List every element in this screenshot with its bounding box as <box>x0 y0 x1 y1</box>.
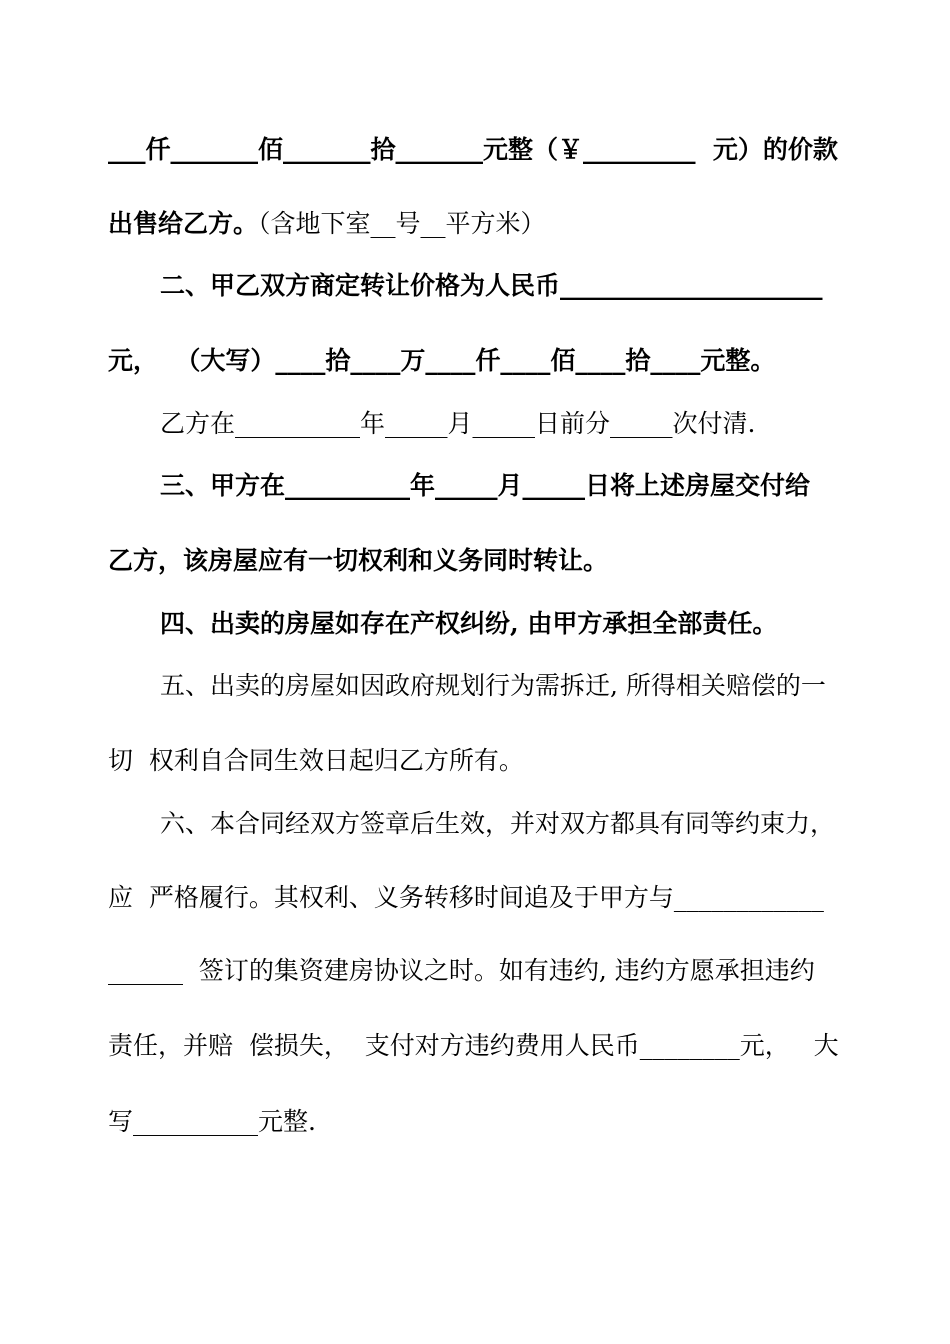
clause-six-line-4: 责任，并赔 偿损失， 支付对方违约费用人民币________元， 大 <box>108 1031 839 1060</box>
clause-six-heading: 六、本合同经双方签章后生效，并对双方都具有同等约束力， <box>160 809 836 838</box>
clause-five-heading: 五、出卖的房屋如因政府规划行为需拆迁, 所得相关赔偿的一 <box>160 671 826 700</box>
clause-six-line-5: 写__________元整. <box>108 1107 316 1136</box>
clause-two-amount-words: 元， （大写）____拾____万____仟____佰____拾____元整。 <box>108 346 776 375</box>
clause-four: 四、出卖的房屋如存在产权纠纷, 由甲方承担全部责任。 <box>160 609 778 638</box>
clause-six-line-2: 应 严格履行。其权利、义务转移时间追及于甲方与____________ <box>108 883 824 912</box>
clause-one-price-line: ___仟_______佰_______拾_______元整（￥_________ 元）的价款 <box>108 135 838 164</box>
clause-three-heading: 三、甲方在__________年_____月_____日将上述房屋交付给 <box>160 471 811 500</box>
sold-to-party-b-text: 出售给乙方。 <box>108 209 259 238</box>
clause-six-line-3: ______ 签订的集资建房协议之时。如有违约, 违约方愿承担违约 <box>108 956 815 985</box>
clause-one-continuation <box>108 208 950 240</box>
payment-schedule-line: 乙方在__________年_____月_____日前分_____次付清. <box>160 409 756 438</box>
clause-three-continuation: 乙方，该房屋应有一切权利和义务同时转让。 <box>108 546 609 575</box>
basement-note-text: （含地下室__号__平方米） <box>258 209 546 238</box>
clause-five-continuation: 切 权利自合同生效日起归乙方所有。 <box>108 746 524 775</box>
clause-two-heading: 二、甲乙双方商定转让价格为人民币_____________________ <box>160 271 823 300</box>
